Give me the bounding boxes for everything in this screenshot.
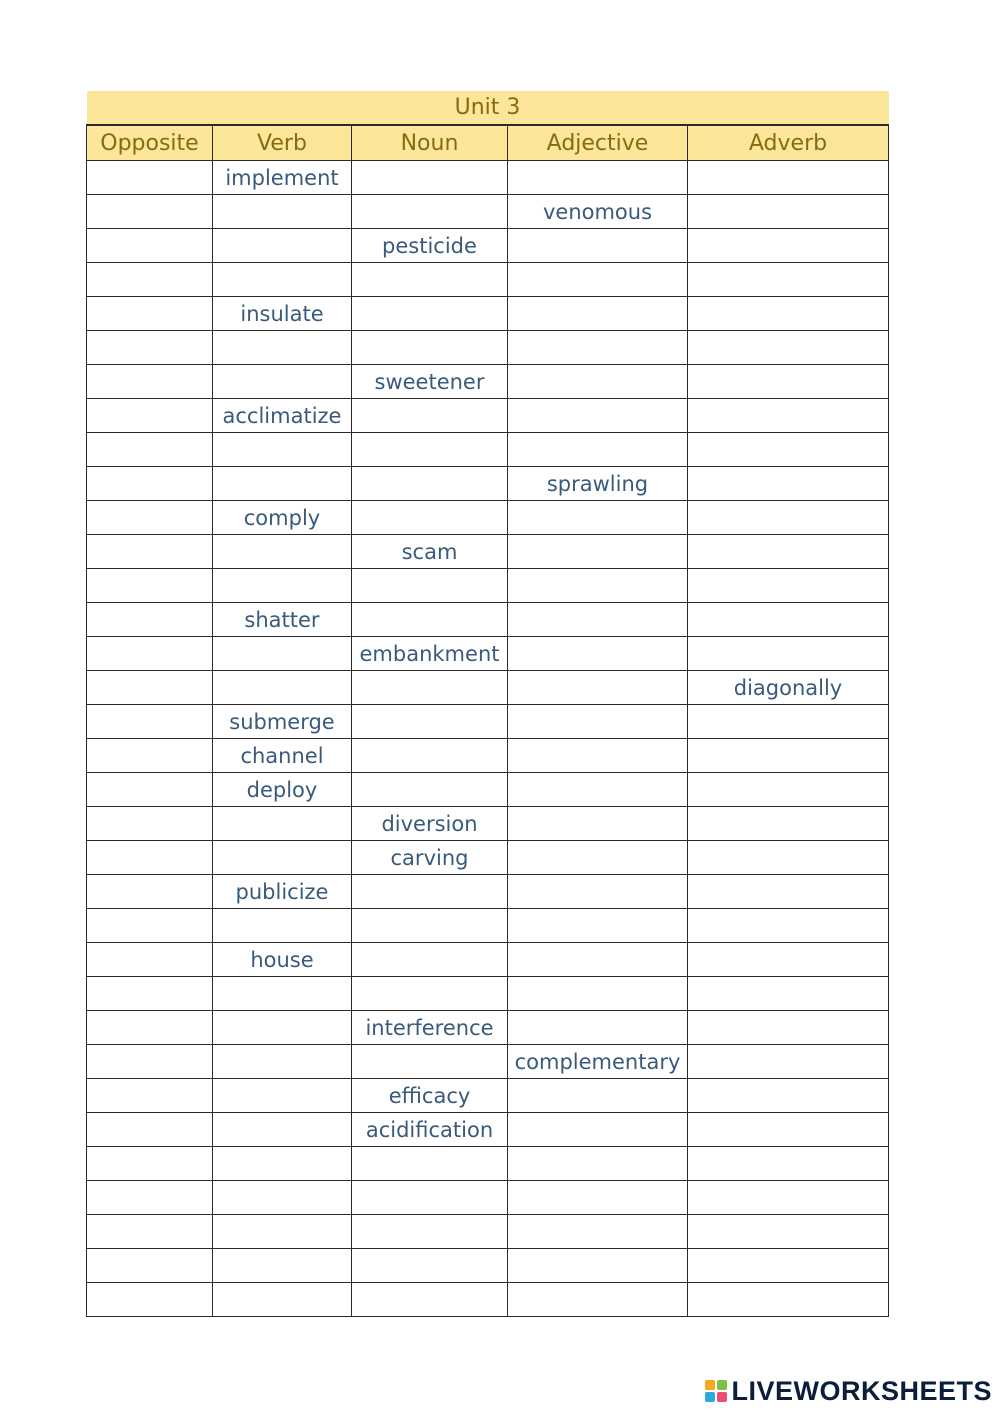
column-header-adverb: Adverb [688,125,889,161]
cell-verb[interactable]: insulate [213,297,352,331]
table-row [87,807,889,841]
table-row [87,569,889,603]
cell-verb[interactable] [213,841,352,875]
table-row [87,467,889,501]
cell-adjective[interactable] [508,875,688,909]
cell-opposite[interactable] [87,1215,213,1249]
cell-adverb[interactable] [688,467,889,501]
cell-adverb[interactable] [688,1249,889,1283]
logo-tile [705,1392,715,1402]
cell-adverb[interactable] [688,1147,889,1181]
cell-opposite[interactable] [87,467,213,501]
cell-opposite[interactable] [87,1011,213,1045]
cell-adjective[interactable] [508,637,688,671]
column-header-opposite: Opposite [87,125,213,161]
cell-noun[interactable] [352,501,508,535]
cell-opposite[interactable] [87,1249,213,1283]
cell-noun[interactable] [352,671,508,705]
table-row [87,263,889,297]
table-row [87,1079,889,1113]
cell-verb[interactable]: submerge [213,705,352,739]
cell-adverb[interactable] [688,535,889,569]
cell-opposite[interactable] [87,535,213,569]
cell-opposite[interactable] [87,1283,213,1317]
cell-verb[interactable]: comply [213,501,352,535]
title-row [87,91,889,125]
cell-opposite[interactable] [87,399,213,433]
liveworksheets-watermark [705,1377,992,1405]
cell-noun[interactable] [352,1147,508,1181]
table-row [87,977,889,1011]
cell-noun[interactable] [352,977,508,1011]
cell-adverb[interactable] [688,1079,889,1113]
cell-adverb[interactable] [688,263,889,297]
cell-adjective[interactable] [508,1147,688,1181]
cell-adjective[interactable] [508,977,688,1011]
cell-opposite[interactable] [87,909,213,943]
cell-adverb[interactable] [688,229,889,263]
cell-noun[interactable]: interference [352,1011,508,1045]
header-row [87,125,889,161]
cell-opposite[interactable] [87,569,213,603]
cell-adverb[interactable] [688,161,889,195]
cell-opposite[interactable] [87,297,213,331]
cell-adverb[interactable]: diagonally [688,671,889,705]
logo-tile [717,1380,727,1390]
cell-verb[interactable] [213,1249,352,1283]
table-row [87,705,889,739]
cell-verb[interactable] [213,1181,352,1215]
table-row [87,773,889,807]
cell-adjective[interactable] [508,1249,688,1283]
cell-adjective[interactable] [508,263,688,297]
cell-adverb[interactable] [688,1011,889,1045]
cell-opposite[interactable] [87,637,213,671]
cell-adverb[interactable] [688,1215,889,1249]
cell-verb[interactable]: house [213,943,352,977]
cell-opposite[interactable] [87,671,213,705]
cell-opposite[interactable] [87,331,213,365]
cell-noun[interactable] [352,875,508,909]
cell-adverb[interactable] [688,399,889,433]
cell-verb[interactable] [213,569,352,603]
cell-adverb[interactable] [688,501,889,535]
cell-opposite[interactable] [87,195,213,229]
cell-adverb[interactable] [688,365,889,399]
cell-adjective[interactable] [508,297,688,331]
cell-opposite[interactable] [87,229,213,263]
cell-verb[interactable]: acclimatize [213,399,352,433]
cell-adverb[interactable] [688,977,889,1011]
cell-verb[interactable] [213,195,352,229]
cell-opposite[interactable] [87,841,213,875]
cell-adjective[interactable]: complementary [508,1045,688,1079]
cell-adjective[interactable] [508,1181,688,1215]
cell-opposite[interactable] [87,365,213,399]
table-row [87,1283,889,1317]
cell-opposite[interactable] [87,1181,213,1215]
cell-adverb[interactable] [688,807,889,841]
cell-adjective[interactable] [508,569,688,603]
cell-noun[interactable] [352,909,508,943]
cell-adjective[interactable] [508,1079,688,1113]
cell-adjective[interactable] [508,1283,688,1317]
cell-noun[interactable] [352,1181,508,1215]
cell-noun[interactable] [352,1045,508,1079]
watermark-text: LIVEWORKSHEETS [731,1375,992,1406]
cell-opposite[interactable] [87,739,213,773]
cell-verb[interactable] [213,1079,352,1113]
cell-adjective[interactable] [508,1011,688,1045]
cell-verb[interactable] [213,1147,352,1181]
table-row [87,501,889,535]
cell-adverb[interactable] [688,433,889,467]
cell-verb[interactable] [213,1011,352,1045]
cell-noun[interactable] [352,1283,508,1317]
cell-adjective[interactable] [508,161,688,195]
cell-verb[interactable] [213,807,352,841]
table-row [87,603,889,637]
table-row [87,943,889,977]
cell-adverb[interactable] [688,943,889,977]
cell-noun[interactable] [352,297,508,331]
table-row [87,161,889,195]
cell-noun[interactable] [352,705,508,739]
table-row [87,433,889,467]
table-title: Unit 3 [87,91,889,125]
cell-adverb[interactable] [688,195,889,229]
cell-noun[interactable] [352,195,508,229]
table-row [87,331,889,365]
table-row [87,1181,889,1215]
cell-noun[interactable]: embankment [352,637,508,671]
cell-adjective[interactable] [508,943,688,977]
cell-opposite[interactable] [87,263,213,297]
column-header-adjective: Adjective [508,125,688,161]
cell-noun[interactable]: diversion [352,807,508,841]
cell-verb[interactable] [213,433,352,467]
cell-adverb[interactable] [688,739,889,773]
table-row [87,535,889,569]
table-row [87,1113,889,1147]
cell-noun[interactable] [352,773,508,807]
cell-adjective[interactable] [508,331,688,365]
cell-noun[interactable] [352,161,508,195]
table-row [87,1011,889,1045]
cell-verb[interactable] [213,467,352,501]
cell-adjective[interactable] [508,909,688,943]
cell-adjective[interactable]: venomous [508,195,688,229]
cell-adjective[interactable] [508,705,688,739]
cell-opposite[interactable] [87,773,213,807]
cell-adverb[interactable] [688,841,889,875]
table-row [87,1249,889,1283]
cell-noun[interactable] [352,739,508,773]
table-row [87,297,889,331]
cell-adjective[interactable] [508,433,688,467]
cell-opposite[interactable] [87,501,213,535]
cell-verb[interactable] [213,1215,352,1249]
cell-verb[interactable] [213,1045,352,1079]
cell-adjective[interactable] [508,1113,688,1147]
cell-adjective[interactable] [508,773,688,807]
cell-adverb[interactable] [688,705,889,739]
cell-verb[interactable] [213,671,352,705]
cell-opposite[interactable] [87,161,213,195]
table-row [87,195,889,229]
table-row [87,1215,889,1249]
cell-adjective[interactable] [508,671,688,705]
cell-noun[interactable] [352,569,508,603]
cell-verb[interactable] [213,1113,352,1147]
cell-opposite[interactable] [87,1079,213,1113]
cell-noun[interactable] [352,1249,508,1283]
table-row [87,229,889,263]
table-row [87,739,889,773]
cell-opposite[interactable] [87,1113,213,1147]
cell-adjective[interactable] [508,399,688,433]
cell-noun[interactable]: scam [352,535,508,569]
cell-verb[interactable]: implement [213,161,352,195]
cell-noun[interactable] [352,943,508,977]
cell-opposite[interactable] [87,603,213,637]
cell-opposite[interactable] [87,1147,213,1181]
cell-adverb[interactable] [688,1181,889,1215]
cell-opposite[interactable] [87,977,213,1011]
cell-adverb[interactable] [688,909,889,943]
cell-adjective[interactable] [508,1215,688,1249]
cell-noun[interactable]: sweetener [352,365,508,399]
cell-opposite[interactable] [87,807,213,841]
cell-verb[interactable] [213,909,352,943]
cell-adverb[interactable] [688,1045,889,1079]
cell-verb[interactable]: publicize [213,875,352,909]
cell-verb[interactable]: deploy [213,773,352,807]
cell-adverb[interactable] [688,1283,889,1317]
logo-tile [717,1392,727,1402]
table-row [87,909,889,943]
cell-adverb[interactable] [688,875,889,909]
table-row [87,399,889,433]
cell-opposite[interactable] [87,943,213,977]
cell-adverb[interactable] [688,569,889,603]
cell-noun[interactable] [352,399,508,433]
liveworksheets-logo-icon [705,1380,727,1402]
cell-noun[interactable] [352,467,508,501]
table-row [87,637,889,671]
cell-adverb[interactable] [688,331,889,365]
cell-verb[interactable] [213,637,352,671]
cell-adjective[interactable] [508,739,688,773]
cell-adjective[interactable] [508,603,688,637]
cell-noun[interactable] [352,263,508,297]
cell-adjective[interactable] [508,841,688,875]
cell-adverb[interactable] [688,773,889,807]
cell-opposite[interactable] [87,433,213,467]
logo-tile [705,1380,715,1390]
cell-adjective[interactable] [508,807,688,841]
cell-verb[interactable] [213,229,352,263]
cell-noun[interactable]: carving [352,841,508,875]
table-row [87,1045,889,1079]
cell-verb[interactable]: channel [213,739,352,773]
cell-verb[interactable] [213,365,352,399]
cell-adjective[interactable] [508,229,688,263]
cell-adverb[interactable] [688,603,889,637]
cell-verb[interactable] [213,535,352,569]
cell-noun[interactable] [352,1215,508,1249]
cell-verb[interactable] [213,977,352,1011]
cell-noun[interactable] [352,331,508,365]
cell-noun[interactable]: acidification [352,1113,508,1147]
cell-opposite[interactable] [87,1045,213,1079]
cell-verb[interactable] [213,263,352,297]
cell-verb[interactable] [213,1283,352,1317]
column-header-verb: Verb [213,125,352,161]
table-row [87,841,889,875]
cell-opposite[interactable] [87,705,213,739]
cell-noun[interactable] [352,433,508,467]
table-row [87,671,889,705]
cell-adjective[interactable] [508,365,688,399]
cell-noun[interactable]: pesticide [352,229,508,263]
cell-adverb[interactable] [688,297,889,331]
cell-adverb[interactable] [688,1113,889,1147]
table-row [87,875,889,909]
cell-adverb[interactable] [688,637,889,671]
cell-adjective[interactable] [508,501,688,535]
cell-noun[interactable]: efficacy [352,1079,508,1113]
cell-opposite[interactable] [87,875,213,909]
cell-verb[interactable]: shatter [213,603,352,637]
cell-noun[interactable] [352,603,508,637]
table-row [87,365,889,399]
cell-adjective[interactable]: sprawling [508,467,688,501]
worksheet-table [86,91,889,1317]
cell-verb[interactable] [213,331,352,365]
table-row [87,1147,889,1181]
cell-adjective[interactable] [508,535,688,569]
column-header-noun: Noun [352,125,508,161]
